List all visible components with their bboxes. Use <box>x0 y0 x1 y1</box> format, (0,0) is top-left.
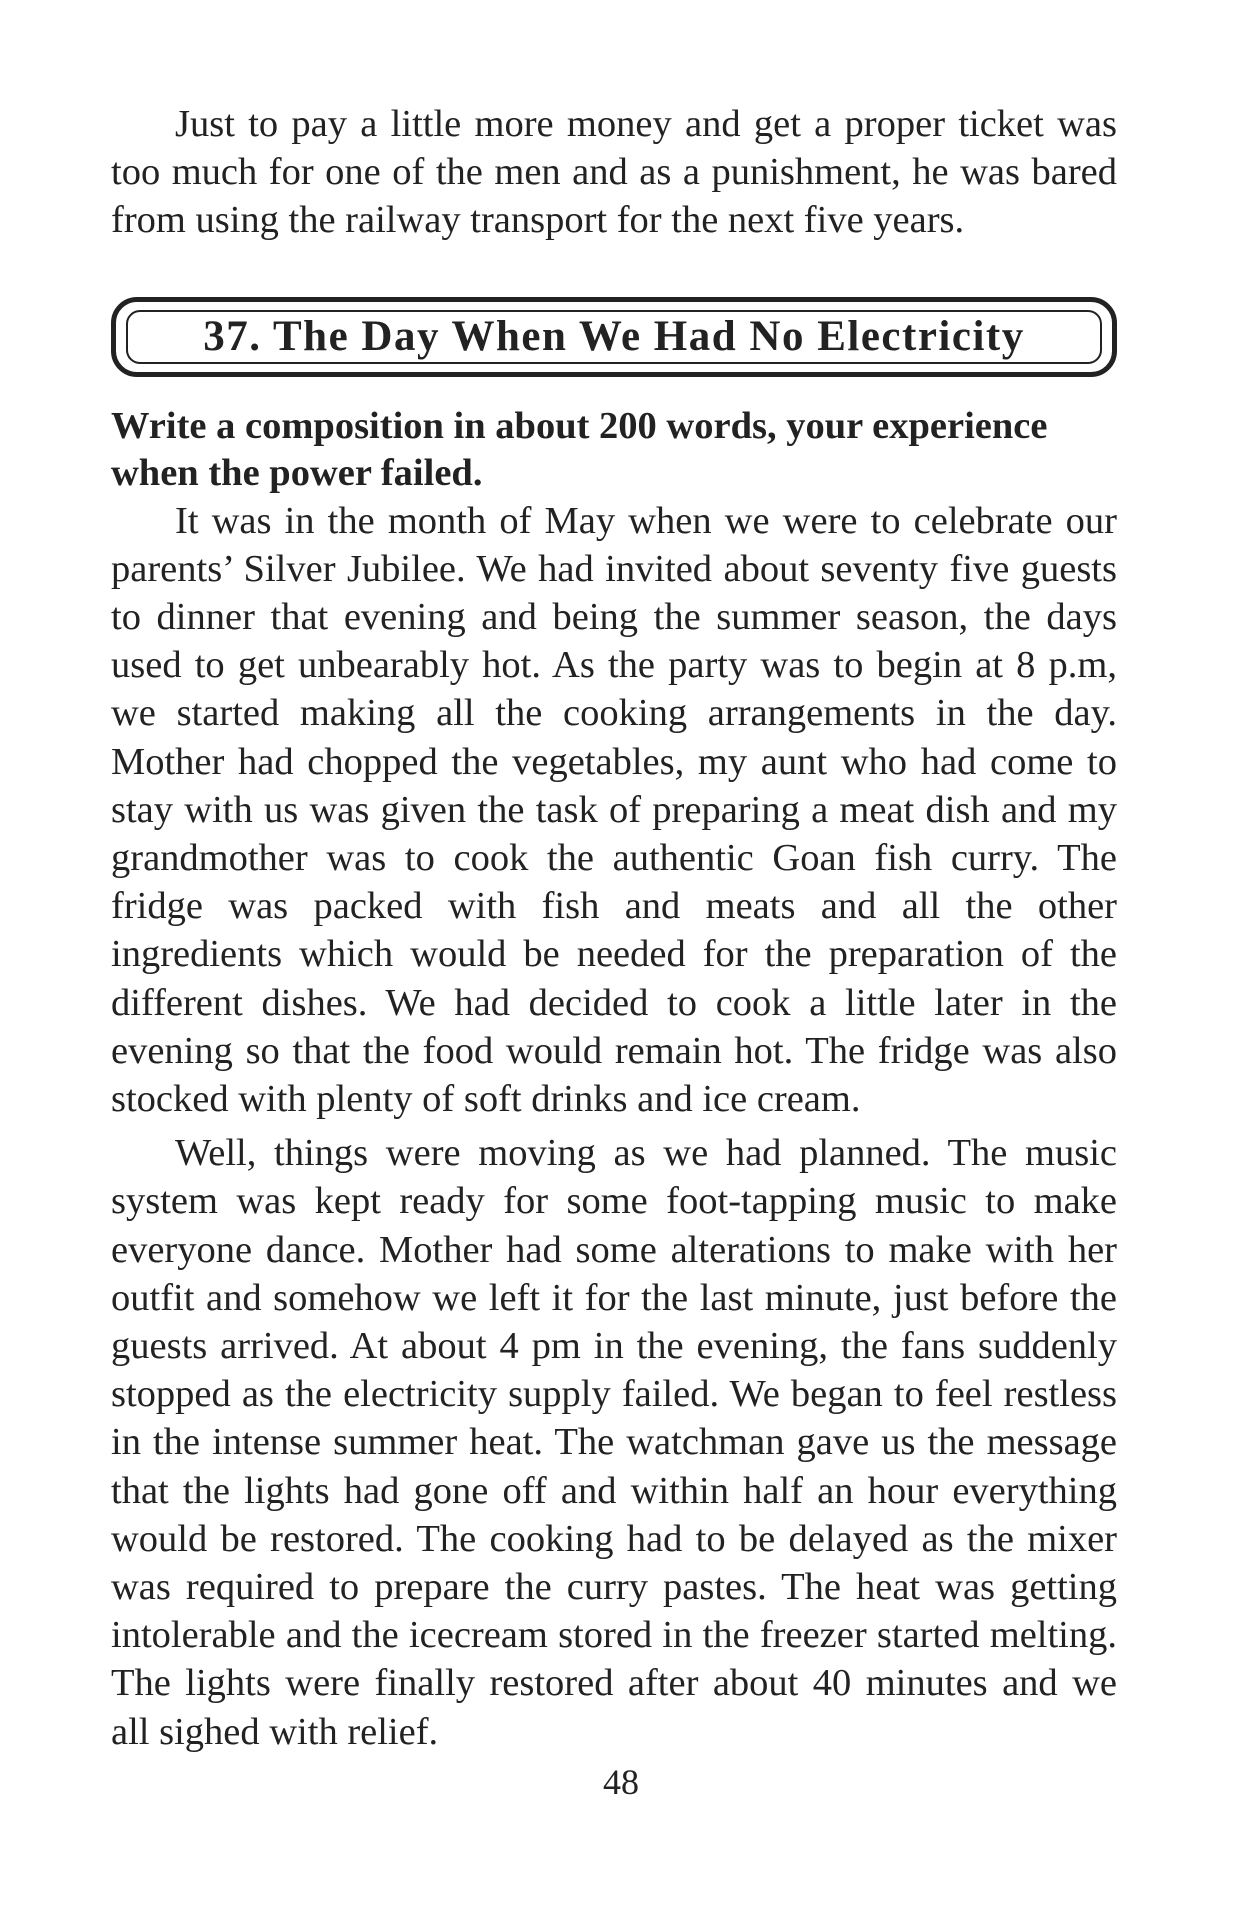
page-number: 48 <box>603 1762 639 1802</box>
body-paragraph-2: Well, things were moving as we had planned. The music system was kept ready for some foot-tapping music to make everyone dance. Mother had some alterations to make with her outfit and somehow we left it for the last minute, just before the guests arrived. At about 4 pm in the evening, the fans suddenly stopped as the electricity supply failed. We began to feel restless in the intense summer heat. The watchman gave us the message that the lights had gone off and within half an hour everything would be restored. The cooking had to be delayed as the mixer was required to prepare the curry pastes. The heat was getting intolerable and the icecream stored in the freezer started melting. The lights were finally restored after about 40 minutes and we all sighed with relief. <box>111 1132 1117 1753</box>
composition-prompt: Write a composition in about 200 words, your experience when the power failed. <box>111 404 1048 494</box>
opening-paragraph: Just to pay a little more money and get a proper ticket was too much for one of the men and as a punishment, he was bared from using the railway transport for the next five years. <box>111 103 1117 242</box>
section-title: 37. The Day When We Had No Electricity <box>203 313 1025 361</box>
page-content <box>111 100 1117 1756</box>
section-title-box <box>111 297 1117 377</box>
body-paragraph-1: It was in the month of May when we were to celebrate our parents’ Silver Jubilee. We had invited about seventy five guests to dinner that evening and being the summer season, the days used to get unbearably hot. As the party was to begin at 8 p.m, we started making all the cooking arrangements in the day. Mother had chopped the vegetables, my aunt who had come to stay with us was given the task of preparing a meat dish and my grandmother was to cook the authentic Goan fish curry. The fridge was packed with fish and meats and all the other ingredients which would be needed for the preparation of the different dishes. We had decided to cook a little later in the evening so that the food would remain hot. The fridge was also stocked with plenty of soft drinks and ice cream. <box>111 499 1117 1121</box>
